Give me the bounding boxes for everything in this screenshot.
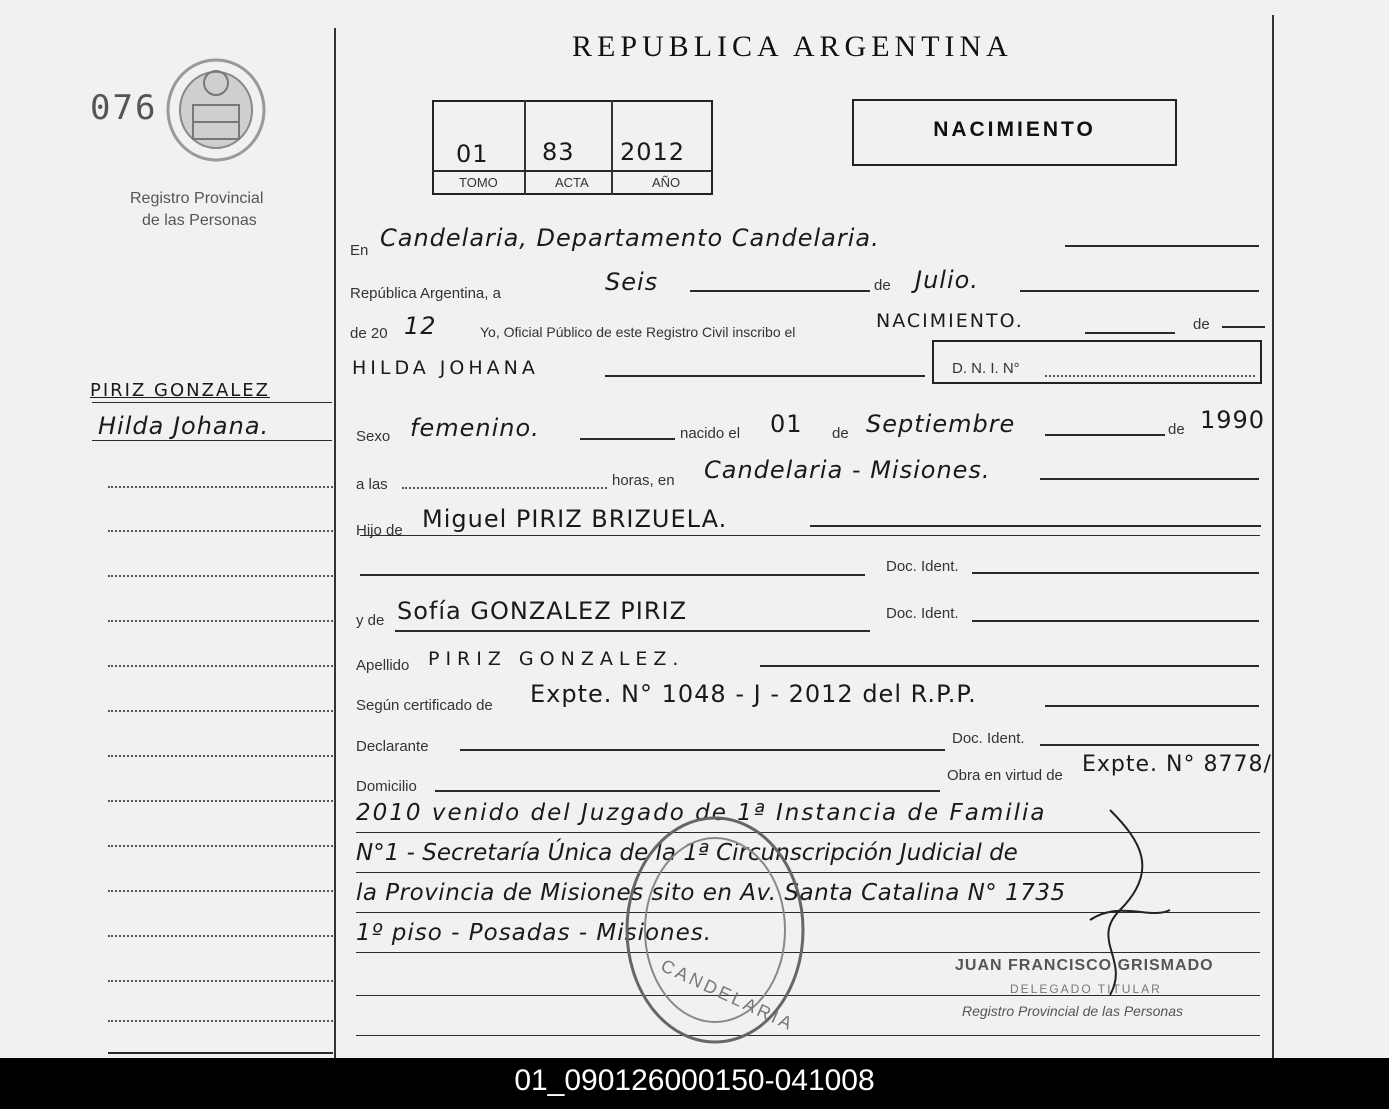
obra-value: Expte. N° 8778/ xyxy=(1082,752,1272,777)
apellido-label: Apellido xyxy=(356,657,410,674)
place-value: Candelaria - Misiones. xyxy=(704,456,991,484)
right-border xyxy=(1272,15,1274,1058)
doc2-label: Doc. Ident. xyxy=(886,605,959,622)
domicilio-label: Domicilio xyxy=(356,778,417,795)
inscribe-label: Yo, Oficial Público de este Registro Civil inscribo el xyxy=(480,324,796,340)
acta-value: 83 xyxy=(542,138,575,166)
tomo-label: TOMO xyxy=(459,175,498,190)
footer-code: 01_090126000150-041008 xyxy=(514,1064,875,1097)
de2-label: de xyxy=(1193,316,1210,333)
stamp-text: CANDELARIA xyxy=(657,955,798,1035)
birth-year: 1990 xyxy=(1200,406,1266,434)
obra-label: Obra en virtud de xyxy=(947,767,1063,784)
horas-label: horas, en xyxy=(612,472,675,489)
birth-day: 01 xyxy=(770,410,803,438)
sexo-value: femenino. xyxy=(410,414,540,442)
segun-value: Expte. N° 1048 - J - 2012 del R.P.P. xyxy=(530,680,977,708)
nacido-label: nacido el xyxy=(680,425,741,442)
rep-label: República Argentina, a xyxy=(350,285,501,302)
anio-label: AÑO xyxy=(652,175,681,190)
de1-label: de xyxy=(874,277,891,294)
apellido-value: PIRIZ GONZALEZ. xyxy=(428,648,685,670)
handwritten-signature xyxy=(1050,800,1190,1000)
coat-of-arms-seal xyxy=(163,55,269,165)
anio-value: 2012 xyxy=(620,138,686,166)
inscribe-value: NACIMIENTO. xyxy=(876,310,1024,332)
birth-month: Septiembre xyxy=(866,410,1016,438)
margin-names: Hilda Johana. xyxy=(98,412,270,440)
de4-label: de xyxy=(1168,421,1185,438)
margin-surname: PIRIZ GONZALEZ xyxy=(90,380,270,401)
dni-label: D. N. I. N° xyxy=(952,360,1020,377)
acta-label: ACTA xyxy=(555,175,589,190)
note-line-2: N°1 - Secretaría Única de la 1ª Circunscripción Judicial de xyxy=(356,840,1018,866)
month-value: Julio. xyxy=(915,266,979,294)
name-value: HILDA JOHANA xyxy=(352,357,539,379)
en-value: Candelaria, Departamento Candelaria. xyxy=(380,224,880,252)
yde-label: y de xyxy=(356,612,385,629)
mother-value: Sofía GONZALEZ PIRIZ xyxy=(397,597,688,625)
signature-role: DELEGADO TITULAR xyxy=(1010,982,1162,996)
left-margin-border xyxy=(334,28,336,1058)
doc1-label: Doc. Ident. xyxy=(886,558,959,575)
note-line-1: 2010 venido del Juzgado de 1ª Instancia de Familia xyxy=(356,800,1047,826)
sexo-label: Sexo xyxy=(356,428,391,445)
signature-name: JUAN FRANCISCO GRISMADO xyxy=(955,957,1214,974)
year-prefix: de 20 xyxy=(350,325,388,342)
alas-label: a las xyxy=(356,476,388,493)
tomo-value: 01 xyxy=(456,140,489,168)
year-value: 12 xyxy=(404,312,437,340)
footer-bar xyxy=(0,1058,1389,1109)
registry-number: 076 xyxy=(90,88,158,128)
father-value: Miguel PIRIZ BRIZUELA. xyxy=(422,505,728,533)
registry-name-line2: de las Personas xyxy=(142,212,257,229)
country-title: REPUBLICA ARGENTINA xyxy=(572,30,1013,63)
segun-label: Según certificado de xyxy=(356,697,493,714)
record-type: NACIMIENTO xyxy=(933,118,1096,141)
note-line-4: 1º piso - Posadas - Misiones. xyxy=(356,920,713,946)
declarante-label: Declarante xyxy=(356,738,429,755)
en-label: En xyxy=(350,242,369,259)
note-line-3: la Provincia de Misiones sito en Av. Santa Catalina N° 1735 xyxy=(356,880,1066,906)
registry-name-line1: Registro Provincial xyxy=(130,190,264,207)
de3-label: de xyxy=(832,425,849,442)
doc3-label: Doc. Ident. xyxy=(952,730,1025,747)
signature-office: Registro Provincial de las Personas xyxy=(962,1003,1183,1019)
hijo-label: Hijo de xyxy=(356,522,403,539)
day-value: Seis xyxy=(605,268,659,296)
